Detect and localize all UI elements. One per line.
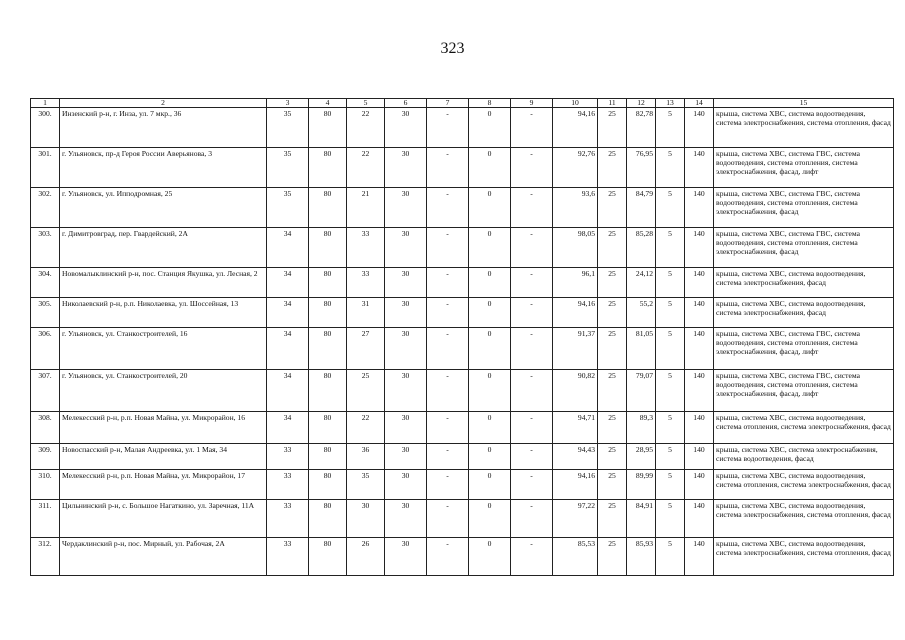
table-row: [31, 148, 894, 188]
address-cell: Мелекесский р-н, р.п. Новая Майна, ул. Микрорайон, 17: [60, 470, 267, 500]
column-number-cell: 6: [385, 99, 427, 108]
value-cell: 140: [685, 328, 714, 370]
value-cell: 33: [267, 538, 309, 576]
value-cell: 0: [469, 188, 511, 228]
value-cell: 5: [656, 108, 685, 148]
value-cell: 140: [685, 444, 714, 470]
value-cell: 140: [685, 412, 714, 444]
value-cell: 25: [598, 268, 627, 298]
value-cell: 5: [656, 412, 685, 444]
value-cell: 80: [309, 298, 347, 328]
works-cell: крыша, система ХВС, система водоотведения, система отопления, система электроснабжения, фасад: [714, 470, 894, 500]
value-cell: 34: [267, 370, 309, 412]
value-cell: 140: [685, 228, 714, 268]
value-cell: 28,95: [627, 444, 656, 470]
value-cell: 0: [469, 148, 511, 188]
row-number-cell: 307.: [31, 370, 60, 412]
value-cell: 85,93: [627, 538, 656, 576]
value-cell: 5: [656, 328, 685, 370]
value-cell: 94,71: [553, 412, 598, 444]
value-cell: 5: [656, 298, 685, 328]
value-cell: 30: [385, 444, 427, 470]
column-number-row: [31, 99, 894, 108]
value-cell: 21: [347, 188, 385, 228]
value-cell: 34: [267, 412, 309, 444]
row-number-cell: 309.: [31, 444, 60, 470]
table-row: [31, 188, 894, 228]
value-cell: 140: [685, 188, 714, 228]
value-cell: -: [511, 188, 553, 228]
table-row: [31, 228, 894, 268]
value-cell: 27: [347, 328, 385, 370]
value-cell: 80: [309, 328, 347, 370]
row-number-cell: 306.: [31, 328, 60, 370]
column-number-cell: 4: [309, 99, 347, 108]
value-cell: 5: [656, 148, 685, 188]
value-cell: 80: [309, 444, 347, 470]
value-cell: 30: [385, 188, 427, 228]
value-cell: -: [511, 500, 553, 538]
value-cell: 0: [469, 108, 511, 148]
value-cell: 85,53: [553, 538, 598, 576]
column-number-cell: 1: [31, 99, 60, 108]
table-row: [31, 470, 894, 500]
value-cell: 85,28: [627, 228, 656, 268]
value-cell: 22: [347, 412, 385, 444]
housing-register-table: [30, 98, 894, 576]
value-cell: 33: [267, 500, 309, 538]
value-cell: 97,22: [553, 500, 598, 538]
row-number-cell: 311.: [31, 500, 60, 538]
address-cell: Чердаклинский р-н, пос. Мирный, ул. Рабочая, 2А: [60, 538, 267, 576]
value-cell: 140: [685, 470, 714, 500]
row-number-cell: 304.: [31, 268, 60, 298]
works-cell: крыша, система ХВС, система водоотведения, система электроснабжения, фасад: [714, 268, 894, 298]
value-cell: -: [427, 328, 469, 370]
value-cell: 82,78: [627, 108, 656, 148]
value-cell: -: [427, 370, 469, 412]
table-row: [31, 412, 894, 444]
value-cell: 0: [469, 412, 511, 444]
value-cell: 30: [385, 298, 427, 328]
value-cell: 26: [347, 538, 385, 576]
value-cell: 25: [598, 228, 627, 268]
table-row: [31, 500, 894, 538]
address-cell: г. Ульяновск, ул. Станкостроителей, 20: [60, 370, 267, 412]
address-cell: г. Ульяновск, пр-д Героя России Аверьянова, 3: [60, 148, 267, 188]
value-cell: 140: [685, 148, 714, 188]
value-cell: 34: [267, 328, 309, 370]
value-cell: 22: [347, 148, 385, 188]
address-cell: Инзенский р-н, г. Инза, ул. 7 мкр., 36: [60, 108, 267, 148]
value-cell: 33: [267, 470, 309, 500]
value-cell: 25: [598, 538, 627, 576]
value-cell: -: [511, 148, 553, 188]
table-row: [31, 328, 894, 370]
value-cell: 140: [685, 538, 714, 576]
value-cell: 30: [385, 470, 427, 500]
value-cell: 0: [469, 470, 511, 500]
table-row: [31, 370, 894, 412]
value-cell: -: [511, 470, 553, 500]
column-number-cell: 9: [511, 99, 553, 108]
value-cell: 80: [309, 268, 347, 298]
address-cell: Николаевский р-н, р.п. Николаевка, ул. Шоссейная, 13: [60, 298, 267, 328]
value-cell: 30: [385, 328, 427, 370]
value-cell: 94,16: [553, 298, 598, 328]
column-number-cell: 7: [427, 99, 469, 108]
value-cell: 34: [267, 298, 309, 328]
value-cell: 0: [469, 538, 511, 576]
value-cell: 0: [469, 328, 511, 370]
value-cell: -: [511, 108, 553, 148]
value-cell: 30: [385, 148, 427, 188]
row-number-cell: 312.: [31, 538, 60, 576]
value-cell: 36: [347, 444, 385, 470]
value-cell: -: [427, 268, 469, 298]
column-number-cell: 11: [598, 99, 627, 108]
row-number-cell: 305.: [31, 298, 60, 328]
value-cell: 84,79: [627, 188, 656, 228]
page-number: 323: [440, 40, 465, 57]
value-cell: 5: [656, 188, 685, 228]
works-cell: крыша, система ХВС, система ГВС, система водоотведения, система отопления, система электроснабжения, фасад: [714, 228, 894, 268]
address-cell: г. Ульяновск, ул. Станкостроителей, 16: [60, 328, 267, 370]
value-cell: 33: [347, 228, 385, 268]
value-cell: 0: [469, 298, 511, 328]
works-cell: крыша, система ХВС, система водоотведения, система электроснабжения, система отопления, фасад: [714, 538, 894, 576]
value-cell: 30: [347, 500, 385, 538]
value-cell: 30: [385, 538, 427, 576]
works-cell: крыша, система ХВС, система водоотведения, система отопления, система электроснабжения, фасад: [714, 412, 894, 444]
value-cell: -: [427, 148, 469, 188]
column-number-cell: 2: [60, 99, 267, 108]
column-number-cell: 5: [347, 99, 385, 108]
value-cell: 25: [598, 148, 627, 188]
column-number-cell: 10: [553, 99, 598, 108]
row-number-cell: 300.: [31, 108, 60, 148]
value-cell: 25: [598, 370, 627, 412]
value-cell: 0: [469, 444, 511, 470]
value-cell: 5: [656, 370, 685, 412]
value-cell: -: [427, 500, 469, 538]
value-cell: 25: [347, 370, 385, 412]
works-cell: крыша, система ХВС, система ГВС, система водоотведения, система отопления, система электроснабжения, фасад, лифт: [714, 328, 894, 370]
value-cell: 80: [309, 188, 347, 228]
value-cell: 35: [267, 108, 309, 148]
value-cell: 80: [309, 148, 347, 188]
column-number-cell: 12: [627, 99, 656, 108]
value-cell: -: [427, 538, 469, 576]
value-cell: -: [427, 298, 469, 328]
row-number-cell: 310.: [31, 470, 60, 500]
value-cell: -: [511, 444, 553, 470]
value-cell: -: [427, 228, 469, 268]
column-number-cell: 3: [267, 99, 309, 108]
value-cell: 93,6: [553, 188, 598, 228]
value-cell: 94,16: [553, 108, 598, 148]
value-cell: 25: [598, 188, 627, 228]
value-cell: 0: [469, 500, 511, 538]
value-cell: 91,37: [553, 328, 598, 370]
value-cell: 140: [685, 298, 714, 328]
address-cell: Новоспасский р-н, Малая Андреевка, ул. 1 Мая, 34: [60, 444, 267, 470]
value-cell: 140: [685, 370, 714, 412]
value-cell: -: [511, 298, 553, 328]
value-cell: 22: [347, 108, 385, 148]
value-cell: 81,05: [627, 328, 656, 370]
table-row: [31, 268, 894, 298]
value-cell: 5: [656, 500, 685, 538]
value-cell: 89,3: [627, 412, 656, 444]
value-cell: 80: [309, 538, 347, 576]
row-number-cell: 302.: [31, 188, 60, 228]
table-row: [31, 538, 894, 576]
value-cell: 30: [385, 370, 427, 412]
value-cell: 33: [267, 444, 309, 470]
value-cell: 35: [267, 188, 309, 228]
works-cell: крыша, система ХВС, система ГВС, система водоотведения, система отопления, система электроснабжения, фасад, лифт: [714, 370, 894, 412]
value-cell: 79,07: [627, 370, 656, 412]
column-number-cell: 15: [714, 99, 894, 108]
value-cell: 24,12: [627, 268, 656, 298]
value-cell: 94,43: [553, 444, 598, 470]
value-cell: -: [511, 328, 553, 370]
value-cell: 5: [656, 444, 685, 470]
works-cell: крыша, система ХВС, система водоотведения, система электроснабжения, система отопления, фасад: [714, 108, 894, 148]
address-cell: Новомалыклинский р-н, пос. Станция Якушка, ул. Лесная, 2: [60, 268, 267, 298]
value-cell: -: [511, 228, 553, 268]
value-cell: 94,16: [553, 470, 598, 500]
value-cell: 98,05: [553, 228, 598, 268]
value-cell: -: [427, 444, 469, 470]
works-cell: крыша, система ХВС, система водоотведения, система электроснабжения, система отопления, фасад: [714, 500, 894, 538]
works-cell: крыша, система ХВС, система электроснабжения, система водоотведения, фасад: [714, 444, 894, 470]
value-cell: 30: [385, 412, 427, 444]
value-cell: 80: [309, 412, 347, 444]
value-cell: 30: [385, 228, 427, 268]
value-cell: 31: [347, 298, 385, 328]
value-cell: 30: [385, 268, 427, 298]
address-cell: Цильнинский р-н, с. Большое Нагаткино, ул. Заречная, 11А: [60, 500, 267, 538]
value-cell: 34: [267, 228, 309, 268]
address-cell: г. Димитровград, пер. Гвардейский, 2А: [60, 228, 267, 268]
value-cell: 140: [685, 268, 714, 298]
table-row: [31, 108, 894, 148]
row-number-cell: 303.: [31, 228, 60, 268]
value-cell: 140: [685, 108, 714, 148]
value-cell: 30: [385, 500, 427, 538]
value-cell: 5: [656, 470, 685, 500]
value-cell: 25: [598, 444, 627, 470]
value-cell: 25: [598, 298, 627, 328]
value-cell: 80: [309, 108, 347, 148]
value-cell: 76,95: [627, 148, 656, 188]
value-cell: 55,2: [627, 298, 656, 328]
address-cell: Мелекесский р-н, р.п. Новая Майна, ул. Микрорайон, 16: [60, 412, 267, 444]
value-cell: -: [427, 412, 469, 444]
value-cell: 33: [347, 268, 385, 298]
value-cell: 5: [656, 228, 685, 268]
value-cell: 0: [469, 228, 511, 268]
value-cell: 96,1: [553, 268, 598, 298]
value-cell: -: [511, 370, 553, 412]
value-cell: -: [427, 470, 469, 500]
value-cell: 30: [385, 108, 427, 148]
value-cell: 34: [267, 268, 309, 298]
value-cell: -: [427, 108, 469, 148]
table-row: [31, 298, 894, 328]
address-cell: г. Ульяновск, ул. Ипподромная, 25: [60, 188, 267, 228]
value-cell: 80: [309, 470, 347, 500]
value-cell: 25: [598, 412, 627, 444]
value-cell: 25: [598, 108, 627, 148]
value-cell: 25: [598, 500, 627, 538]
value-cell: -: [511, 538, 553, 576]
value-cell: 0: [469, 268, 511, 298]
column-number-cell: 14: [685, 99, 714, 108]
row-number-cell: 301.: [31, 148, 60, 188]
value-cell: 90,82: [553, 370, 598, 412]
value-cell: 0: [469, 370, 511, 412]
value-cell: -: [427, 188, 469, 228]
value-cell: 5: [656, 268, 685, 298]
works-cell: крыша, система ХВС, система ГВС, система водоотведения, система отопления, система электроснабжения, фасад: [714, 188, 894, 228]
value-cell: 35: [267, 148, 309, 188]
value-cell: 5: [656, 538, 685, 576]
value-cell: 80: [309, 370, 347, 412]
value-cell: 92,76: [553, 148, 598, 188]
works-cell: крыша, система ХВС, система ГВС, система водоотведения, система отопления, система электроснабжения, фасад, лифт: [714, 148, 894, 188]
column-number-cell: 8: [469, 99, 511, 108]
value-cell: 140: [685, 500, 714, 538]
works-cell: крыша, система ХВС, система водоотведения, система электроснабжения, фасад: [714, 298, 894, 328]
value-cell: 80: [309, 228, 347, 268]
value-cell: 25: [598, 328, 627, 370]
table-row: [31, 444, 894, 470]
row-number-cell: 308.: [31, 412, 60, 444]
value-cell: -: [511, 412, 553, 444]
value-cell: 25: [598, 470, 627, 500]
value-cell: 84,91: [627, 500, 656, 538]
value-cell: 80: [309, 500, 347, 538]
value-cell: 89,99: [627, 470, 656, 500]
value-cell: 35: [347, 470, 385, 500]
value-cell: -: [511, 268, 553, 298]
column-number-cell: 13: [656, 99, 685, 108]
